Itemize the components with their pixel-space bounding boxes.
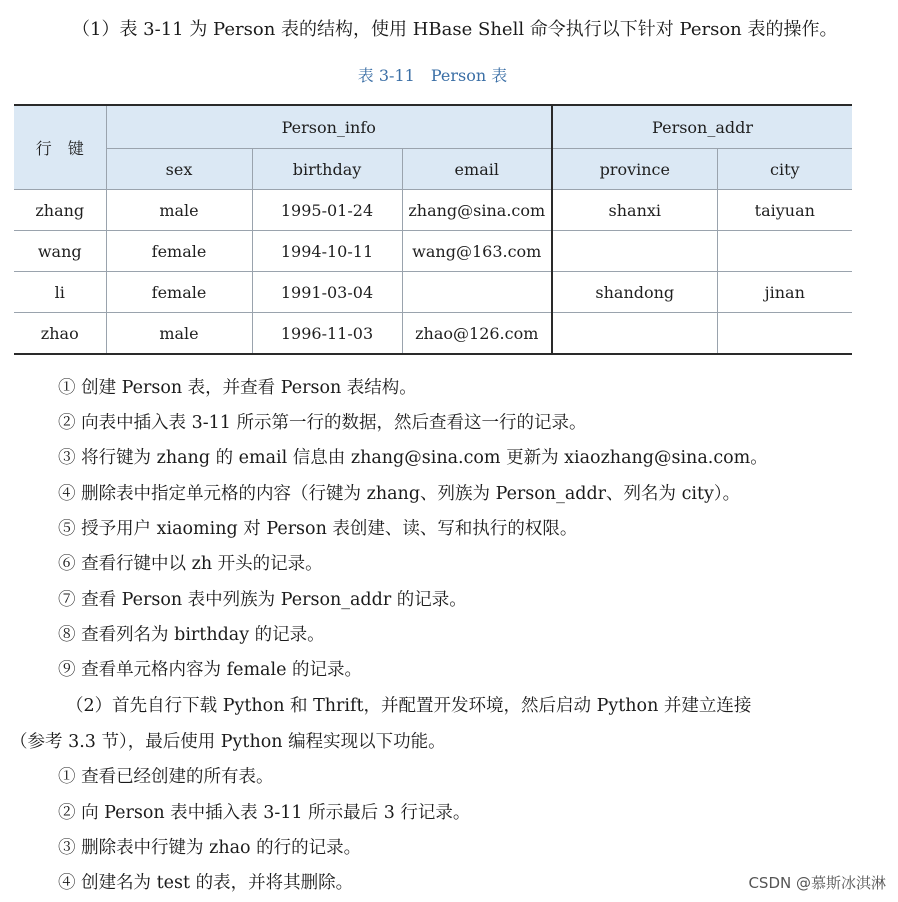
family-person-addr: Person_addr — [552, 105, 852, 149]
row-key-header: 行 键 — [14, 105, 106, 190]
table-cell: 1994-10-11 — [252, 231, 402, 272]
column-header: sex — [106, 149, 252, 190]
paragraph-2-line-2: （参考 3.3 节），最后使用 Python 编程实现以下功能。 — [10, 732, 446, 752]
table-cell: li — [14, 272, 106, 313]
table-cell: zhang — [14, 190, 106, 231]
watermark: CSDN @慕斯冰淇淋 — [748, 874, 886, 892]
table-cell: 1991-03-04 — [252, 272, 402, 313]
table-cell — [402, 272, 552, 313]
table-cell: female — [106, 231, 252, 272]
task-item: ⑦ 查看 Person 表中列族为 Person_addr 的记录。 — [58, 590, 467, 610]
task-item: ① 创建 Person 表，并查看 Person 表结构。 — [58, 378, 417, 398]
table-cell: 1995-01-24 — [252, 190, 402, 231]
task-item: ③ 将行键为 zhang 的 email 信息由 zhang@sina.com 更新为 xiaozhang@sina.com。 — [58, 448, 768, 468]
table-cell: jinan — [717, 272, 852, 313]
task-item: ① 查看已经创建的所有表。 — [58, 767, 274, 787]
table-cell — [717, 313, 852, 355]
task-item: ④ 删除表中指定单元格的内容（行键为 zhang、列族为 Person_addr、列名为 city）。 — [58, 484, 741, 504]
table-cell — [552, 313, 717, 355]
table-cell: male — [106, 313, 252, 355]
table-cell: male — [106, 190, 252, 231]
task-item: ⑨ 查看单元格内容为 female 的记录。 — [58, 660, 363, 680]
table-cell — [717, 231, 852, 272]
table-cell: wang — [14, 231, 106, 272]
column-header: city — [717, 149, 852, 190]
table-cell: zhao — [14, 313, 106, 355]
table-cell: zhao@126.com — [402, 313, 552, 355]
table-cell: wang@163.com — [402, 231, 552, 272]
intro-paragraph: （1）表 3-11 为 Person 表的结构，使用 HBase Shell 命令执行以下针对 Person 表的操作。 — [72, 19, 838, 40]
table-cell: female — [106, 272, 252, 313]
table-row — [14, 190, 852, 231]
column-header: province — [552, 149, 717, 190]
table-row — [14, 231, 852, 272]
task-item: ② 向 Person 表中插入表 3-11 所示最后 3 行记录。 — [58, 803, 471, 823]
task-item: ④ 创建名为 test 的表，并将其删除。 — [58, 873, 354, 893]
table-cell: zhang@sina.com — [402, 190, 552, 231]
table-cell: shandong — [552, 272, 717, 313]
table-row — [14, 313, 852, 355]
family-person-info: Person_info — [106, 105, 552, 149]
table-cell: shanxi — [552, 190, 717, 231]
column-header: birthday — [252, 149, 402, 190]
person-table — [14, 104, 852, 355]
table-cell — [552, 231, 717, 272]
paragraph-2-line-1: （2）首先自行下载 Python 和 Thrift，并配置开发环境，然后启动 Python 并建立连接 — [66, 696, 752, 716]
task-item: ② 向表中插入表 3-11 所示第一行的数据，然后查看这一行的记录。 — [58, 413, 587, 433]
column-header: email — [402, 149, 552, 190]
task-item: ⑧ 查看列名为 birthday 的记录。 — [58, 625, 325, 645]
table-caption: 表 3-11 Person 表 — [357, 66, 508, 85]
table-row — [14, 272, 852, 313]
task-item: ⑤ 授予用户 xiaoming 对 Person 表创建、读、写和执行的权限。 — [58, 519, 578, 539]
table-cell: 1996-11-03 — [252, 313, 402, 355]
table-cell: taiyuan — [717, 190, 852, 231]
task-item: ③ 删除表中行键为 zhao 的行的记录。 — [58, 838, 362, 858]
task-item: ⑥ 查看行键中以 zh 开头的记录。 — [58, 554, 323, 574]
